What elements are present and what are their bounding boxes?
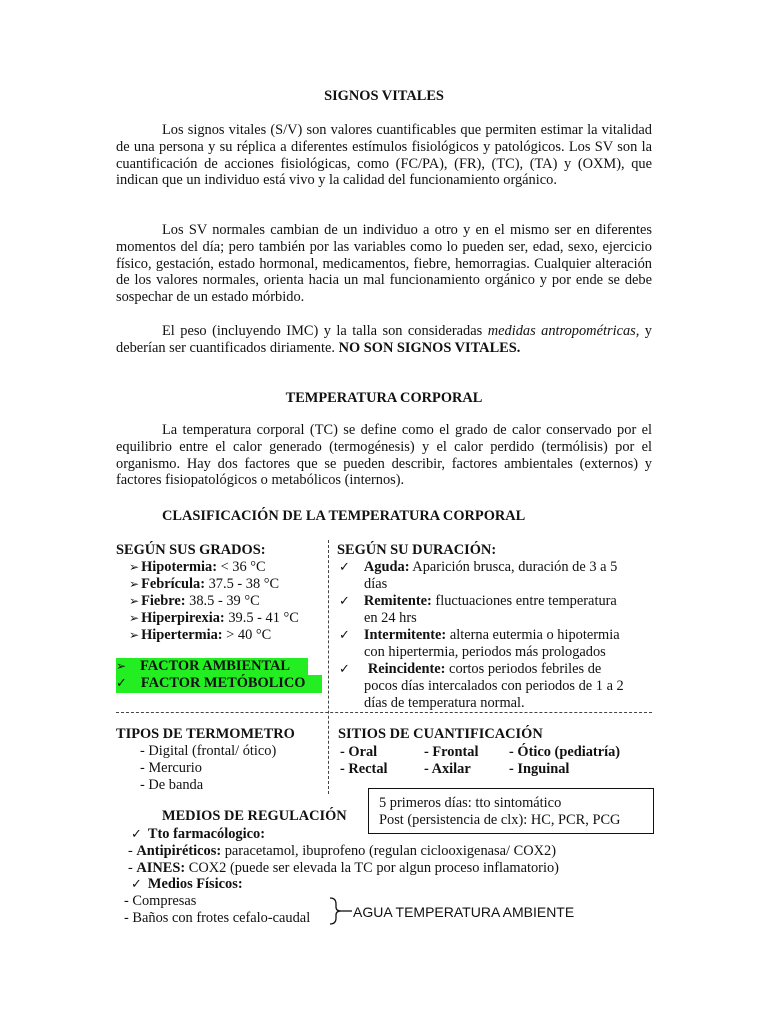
compresas-line: - Compresas [124, 893, 197, 909]
duracion-item-reincidente: ✓ Reincidente: cortos periodos febriles de [339, 661, 601, 679]
box-line-1: 5 primeros días: tto sintomático [379, 795, 562, 811]
sitio-frontal: - Frontal [424, 744, 479, 760]
grado-item-fiebre: ➢ Fiebre: 38.5 - 39 °C [129, 593, 260, 610]
termometro-item: - Mercurio [140, 760, 202, 776]
termometro-item: - De banda [140, 777, 204, 793]
duracion-reincidente-cont-2: días de temperatura normal. [364, 695, 525, 711]
grados-heading: SEGÚN SUS GRADOS: [116, 542, 266, 558]
antipireticos-line: - Antipiréticos: paracetamol, ibuprofeno (regulan ciclooxigenasa/ COX2) [128, 843, 556, 859]
sitio-axilar: - Axilar [424, 761, 471, 777]
section-heading-temperatura: TEMPERATURA CORPORAL [285, 390, 483, 406]
duracion-item-aguda: ✓ Aguda: Aparición brusca, duración de 3 a 5 [339, 559, 617, 577]
regulacion-heading: MEDIOS DE REGULACIÓN [162, 808, 347, 824]
grado-item-hiperpirexia: ➢ Hiperpirexia: 39.5 - 41 °C [129, 610, 299, 627]
vertical-divider [328, 540, 329, 794]
sitio-otico: - Ótico (pediatría) [509, 744, 621, 760]
sitio-oral: - Oral [340, 744, 378, 760]
intro-paragraph-1: Los signos vitales (S/V) son valores cuantificables que permiten estimar la vitalidad de una persona y su réplica a diferentes estímulos fisiológicos y patológicos. Los SV son la cuantificación de acciones fisiológicas, como (FC/PA), (FR), (TC), (TA) y (OXM), que indican que un individuo está vivo y la calidad del funcionamiento orgánico. [116, 122, 652, 189]
grado-item-hipotermia: ➢ Hipotermia: < 36 °C [129, 559, 266, 576]
factor-ambiental-highlight: ➢ FACTOR AMBIENTAL [116, 658, 308, 675]
box-line-2: Post (persistencia de clx): HC, PCR, PCG [379, 812, 621, 828]
tto-farmacologico: ✓ Tto farmacólogico: [131, 826, 265, 844]
banos-line: - Baños con frotes cefalo-caudal [124, 910, 311, 926]
intro-paragraph-2: Los SV normales cambian de un individuo a otro y en el mismo ser en diferentes momentos del día; pero también por las variables como lo pueden ser, edad, sexo, ejercicio físico, gestación, estado hormonal, medicamentos, fiebre, hemorragias. Cualquier alteración de los valores normales, orienta hacia un mal funcionamiento orgánico y por ende se debe sospechar de un estado mórbido. [116, 222, 652, 306]
termometro-heading: TIPOS DE TERMOMETRO [116, 726, 295, 742]
aines-line: - AINES: COX2 (puede ser elevada la TC por algun proceso inflamatorio) [128, 860, 559, 876]
factor-metabolico-highlight: ✓ FACTOR METÓBOLICO [116, 675, 322, 693]
clasificacion-heading: CLASIFICACIÓN DE LA TEMPERATURA CORPORAL [162, 508, 526, 524]
duracion-item-remitente: ✓ Remitente: fluctuaciones entre temperatura [339, 593, 617, 611]
sitios-heading: SITIOS DE CUANTIFICACIÓN [338, 726, 543, 742]
duracion-heading: SEGÚN SU DURACIÓN: [337, 542, 497, 558]
duracion-remitente-cont: en 24 hrs [364, 610, 417, 626]
sitio-inguinal: - Inguinal [509, 761, 570, 777]
page-title: SIGNOS VITALES [324, 88, 444, 104]
bracket-icon [328, 896, 354, 926]
temperatura-paragraph: La temperatura corporal (TC) se define como el grado de calor conservado por el equilibrio entre el calor generado (termogénesis) y el calor perdido (termólisis) por el organismo. Hay dos factores que se pueden describir, factores ambientales (externos) y factores fisiopatológicos o metabólicos (internos). [116, 422, 652, 489]
grado-item-febricula: ➢ Febrícula: 37.5 - 38 °C [129, 576, 279, 593]
duracion-aguda-cont: días [364, 576, 388, 592]
medios-fisicos: ✓ Medios Físicos: [131, 876, 243, 894]
duracion-item-intermitente: ✓ Intermitente: alterna eutermia o hipotermia [339, 627, 620, 645]
grado-item-hipertermia: ➢ Hipertermia: > 40 °C [129, 627, 271, 644]
horizontal-divider [116, 712, 652, 713]
agua-temperatura-label: AGUA TEMPERATURA AMBIENTE [353, 904, 575, 920]
termometro-item: - Digital (frontal/ ótico) [140, 743, 277, 759]
intro-paragraph-3: El peso (incluyendo IMC) y la talla son consideradas medidas antropométricas, y deberían ser cuantificados diriamente. NO SON SIGNOS VITALES. [116, 323, 653, 356]
duracion-intermitente-cont: con hipertermia, periodos más prologados [364, 644, 606, 660]
sitio-rectal: - Rectal [340, 761, 388, 777]
sintomatico-box [368, 788, 654, 834]
duracion-reincidente-cont-1: pocos días intercalados con periodos de 1 a 2 [364, 678, 624, 694]
